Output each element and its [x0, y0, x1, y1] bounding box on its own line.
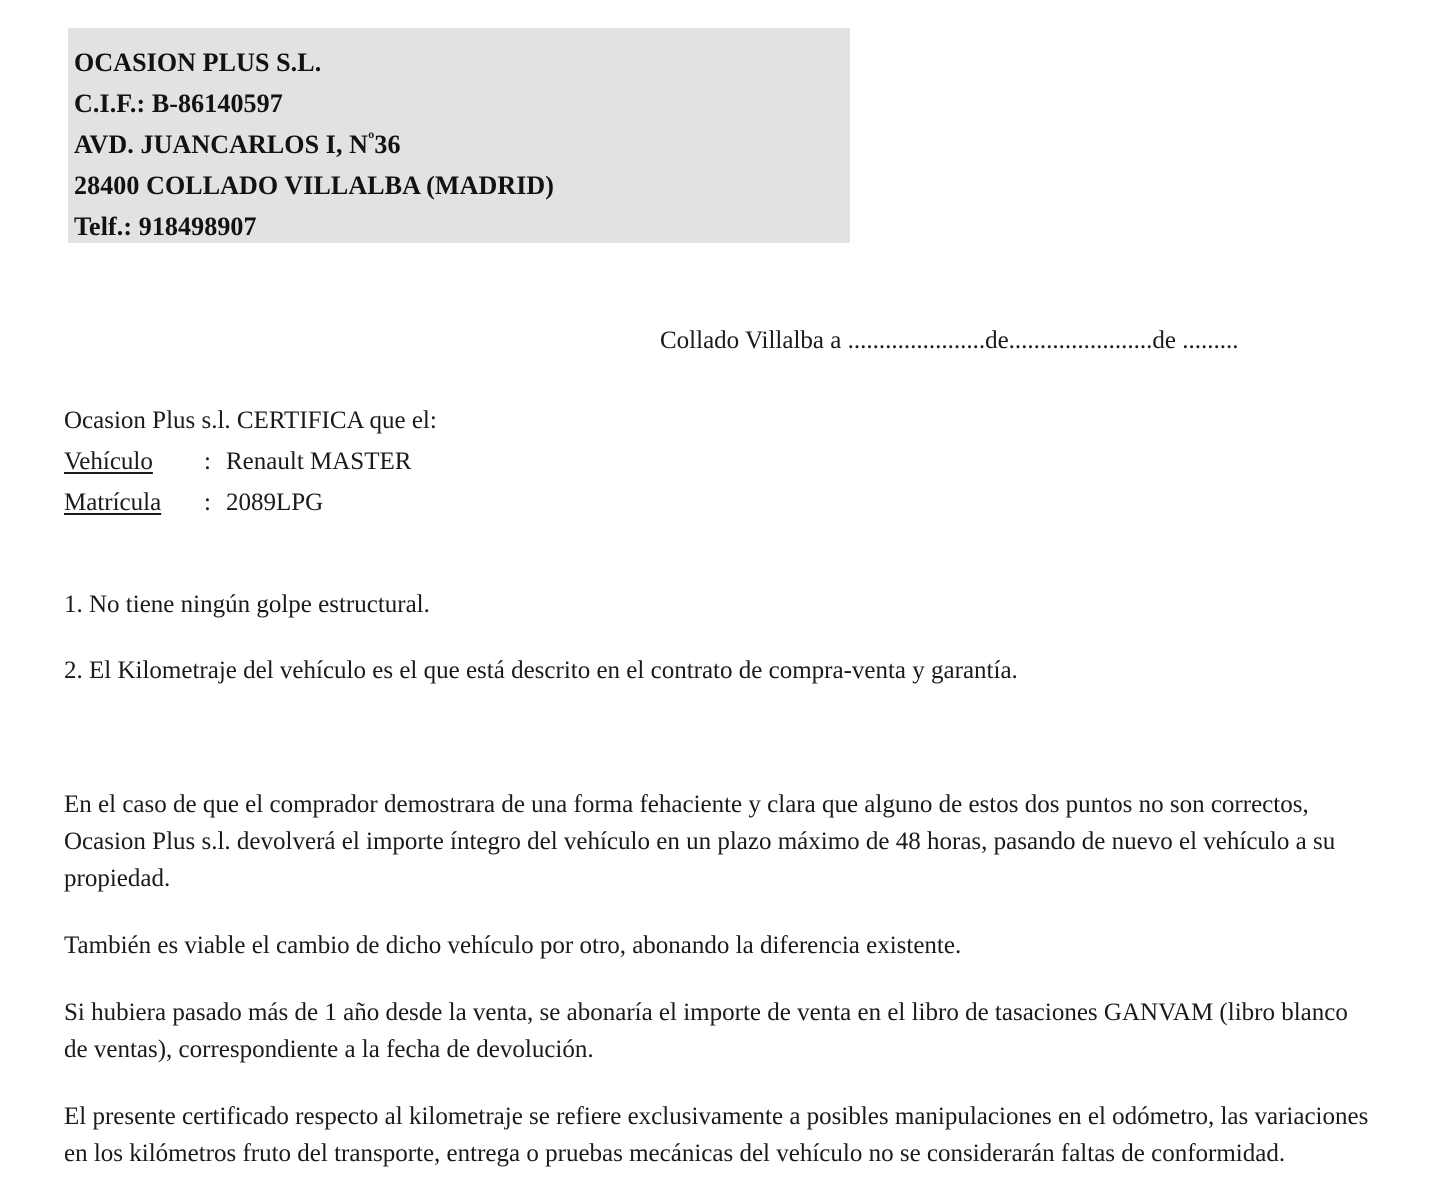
- letterhead-block: [68, 28, 850, 243]
- certifies-block: [64, 400, 437, 523]
- paragraph: En el caso de que el comprador demostrara de una forma fehaciente y clara que alguno de estos dos puntos no son correctos, Ocasion Plus s.l. devolverá el importe íntegro del vehículo en un plazo máximo de 48 horas, pasando de nuevo el vehículo a su propiedad.: [64, 791, 1336, 892]
- paragraph: Si hubiera pasado más de 1 año desde la venta, se abonaría el importe de venta en el libro de tasaciones GANVAM (libro blanco de ventas), correspondiente a la fecha de devolución.: [64, 999, 1348, 1063]
- ordinal-indicator: º: [368, 129, 375, 151]
- clauses-block: [64, 588, 1384, 720]
- paragraph: El presente certificado respecto al kilometraje se refiere exclusivamente a posibles manipulaciones en el odómetro, las variaciones en los kilómetros fruto del transporte, entrega o pruebas mecánicas del vehículo no se considerarán faltas de conformidad.: [64, 1103, 1369, 1167]
- plate-value: 2089LPG: [226, 489, 324, 516]
- vehicle-row: [64, 441, 437, 482]
- vehicle-separator: :: [204, 448, 211, 475]
- vehicle-value: Renault MASTER: [226, 448, 412, 475]
- address-street-prefix: AVD. JUANCARLOS I, N: [74, 130, 369, 159]
- paragraph: También es viable el cambio de dicho vehículo por otro, abonando la diferencia existente.: [64, 932, 962, 959]
- plate-separator: :: [204, 489, 211, 516]
- company-address-city: 28400 COLLADO VILLALBA (MADRID): [74, 171, 555, 200]
- body-copy-block: [64, 786, 1372, 1172]
- vehicle-label: Vehículo: [64, 448, 153, 475]
- dateline: Collado Villalba a ......................de.......................de .........: [660, 327, 1239, 354]
- clause-item: 1. No tiene ningún golpe estructural.: [64, 591, 430, 618]
- company-name: OCASION PLUS S.L.: [74, 48, 322, 77]
- clause-item: 2. El Kilometraje del vehículo es el que está descrito en el contrato de compra-venta y garantía.: [64, 657, 1018, 684]
- company-cif: C.I.F.: B-86140597: [74, 89, 283, 118]
- plate-row: [64, 482, 437, 523]
- plate-label: Matrícula: [64, 489, 162, 516]
- company-address-street: [74, 124, 850, 165]
- company-phone: Telf.: 918498907: [74, 212, 257, 241]
- address-street-number: 36: [374, 130, 401, 159]
- certifies-intro: Ocasion Plus s.l. CERTIFICA que el:: [64, 407, 437, 434]
